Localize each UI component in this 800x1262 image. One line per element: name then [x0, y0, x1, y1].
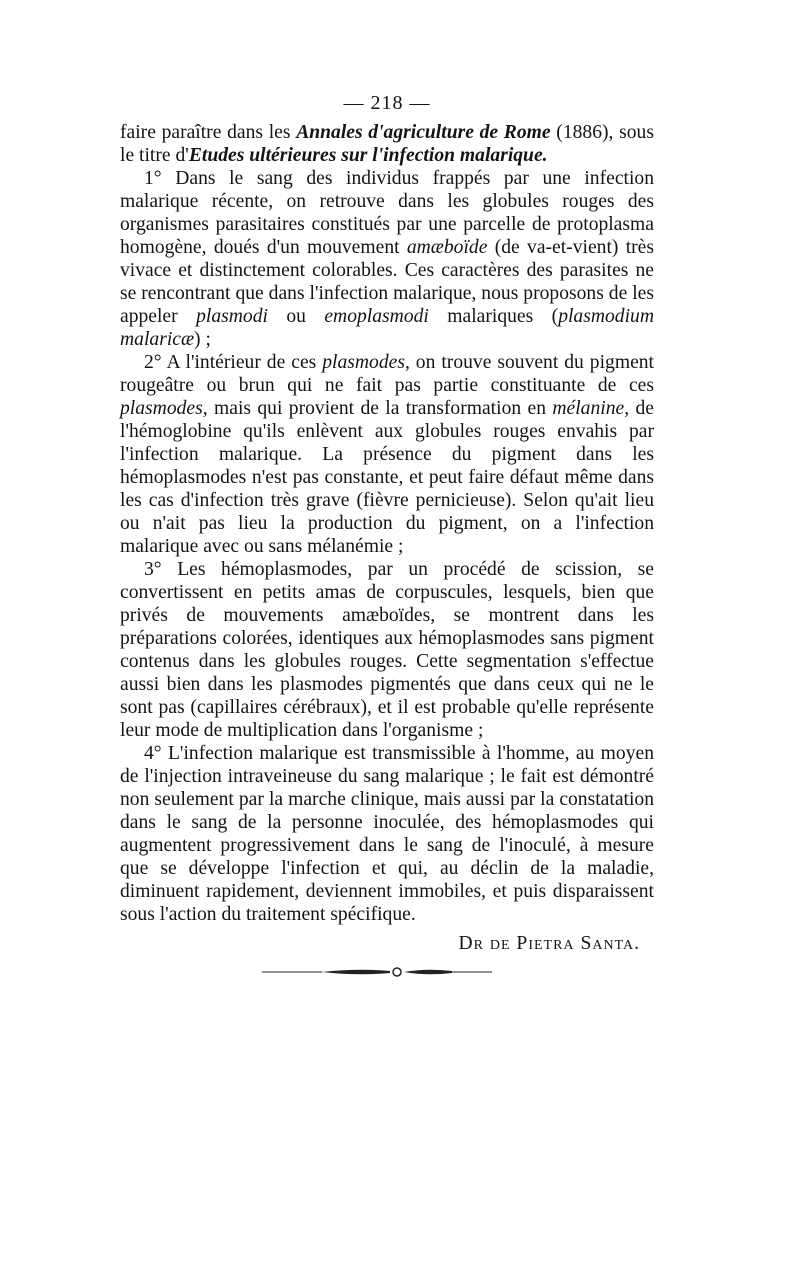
- p2-text-1: 2° A l'intérieur de ces: [144, 352, 323, 373]
- p1-text-3: ou: [267, 306, 325, 327]
- p2-italic-2: plasmodes,: [120, 398, 208, 419]
- work-title: Etudes ultérieures sur l'infection malarique.: [188, 145, 548, 166]
- page-body: [120, 92, 654, 955]
- p2-text-3: mais qui provient de la transformation en: [207, 398, 553, 419]
- p1-text-4: malariques (: [428, 306, 559, 327]
- intro-text-1: faire paraître dans les: [120, 122, 297, 143]
- paragraph-2: [120, 351, 654, 558]
- p1-italic-3: emoplasmodi: [324, 306, 429, 327]
- p1-text-1: 1° Dans le sang des individus frappés par une infection malarique récente, on retrouve dans les globules rouges des organismes parasitaires constitués par une parcelle de protoplasma homogène, doués d'un mouvement: [120, 168, 654, 258]
- p1-italic-1: amæboïde: [406, 237, 488, 258]
- intro-paragraph: [120, 121, 654, 167]
- intro-text-2: (1886), sous le titre d': [120, 122, 654, 166]
- p2-italic-1: plasmodes,: [322, 352, 410, 373]
- p1-text-5: ) ;: [194, 329, 211, 350]
- p2-italic-3: mélanine,: [552, 398, 630, 419]
- p1-italic-4: plasmodium malaricæ: [120, 306, 654, 350]
- page-number: — 218 —: [343, 92, 431, 114]
- author-signature: Dr de Pietra Santa.: [458, 933, 640, 954]
- journal-title: Annales d'agriculture de Rome: [296, 122, 551, 143]
- paragraph-4: 4° L'infection malarique est transmissible à l'homme, au moyen de l'injection intraveineuse du sang malarique ; le fait est démontré non seulement par la marche clinique, mais aussi par la constatation dans le sang de la personne inoculée, des hémoplasmodes qui augmentent progressivement dans le sang de l'inoculé, à mesure que se développe l'infection et qui, au déclin de la maladie, diminuent rapidement, deviennent immobiles, et puis disparaissent sous l'action du traitement spécifique.: [120, 743, 654, 925]
- paragraph-3: 3° Les hémoplasmodes, par un procédé de scission, se convertissent en petits amas de corpuscules, lesquels, bien que privés de mouvements amæboïdes, se montrent dans les préparations colorées, identiques aux hémoplasmodes sans pigment contenus dans les globules rouges. Cette segmentation s'effectue aussi bien dans les plasmodes pigmentés que dans ceux qui ne le sont pas (capillaires cérébraux), et il est probable qu'elle représente leur mode de multiplication dans l'organisme ;: [120, 559, 654, 741]
- paragraph-1: [120, 167, 654, 351]
- ornament-rule-icon: [262, 965, 492, 979]
- p2-text-2: on trouve souvent du pigment rougeâtre ou brun qui ne fait pas partie constituante de ces: [120, 352, 655, 396]
- p1-text-2: (de va-et-vient) très vivace et distinctement colorables. Ces caractères des parasites ne se rencontrant que dans l'infection malarique, nous proposons de les appeler: [120, 237, 655, 327]
- p1-italic-2: plasmodi: [196, 306, 268, 327]
- p2-text-4: de l'hémoglobine qu'ils enlèvent aux globules rouges envahis par l'infection malarique. La présence du pigment dans les hémoplasmodes n'est pas constante, et peut faire défaut même dans les cas d'infection très grave (fièvre pernicieuse). Selon qu'ait lieu ou n'ait pas lieu la production du pigment, on a l'infection malarique avec ou sans mélanémie ;: [120, 398, 654, 557]
